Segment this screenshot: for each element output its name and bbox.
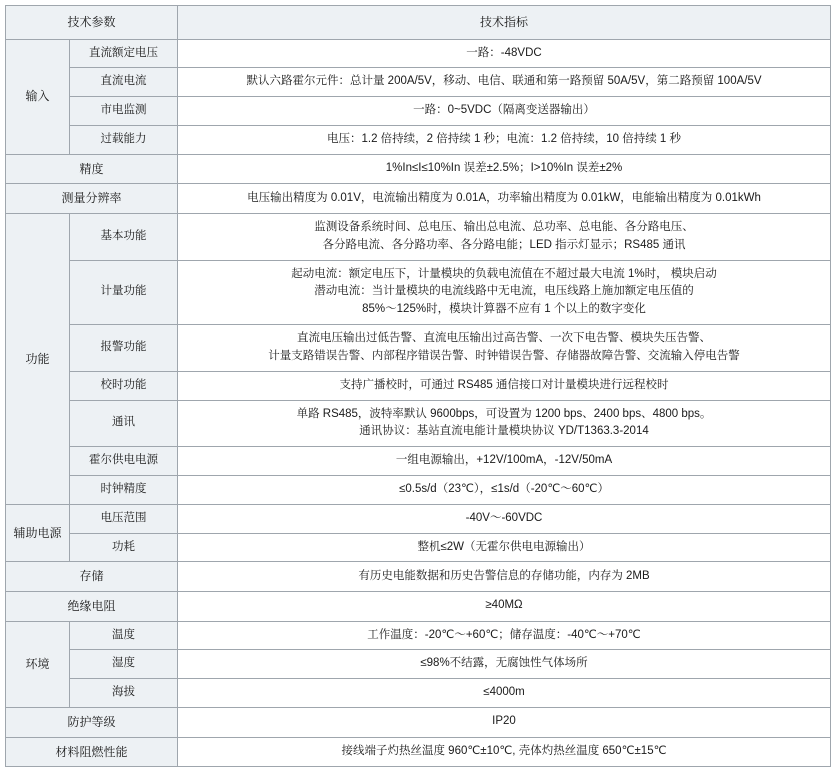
category-cell: 输入 [6,39,70,154]
value-cell [178,650,831,679]
value-line: 单路 RS485，波特率默认 9600bps，可设置为 1200 bps、2400 bps、4800 bps。 [296,407,712,420]
value-cell [178,260,831,324]
value-line: ≥40MΩ [485,599,523,612]
header-cell-parameter: 技术参数 [6,6,178,40]
table-row [6,184,831,214]
value-line: 一路：0~5VDC（隔离变送器输出） [413,104,595,117]
category-cell: 存储 [6,562,178,592]
table-row [6,708,831,738]
value-line: 1%In≤I≤10%In 误差±2.5%；I>10%In 误差±2% [385,162,623,175]
sub-parameter-cell: 报警功能 [70,325,178,372]
table-row [6,126,831,155]
table-row [6,679,831,708]
table-row [6,39,831,68]
value-cell [178,562,831,592]
value-line: 一路：-48VDC [466,46,542,59]
sub-parameter-cell: 海拔 [70,679,178,708]
value-cell [178,737,831,767]
value-cell [178,621,831,650]
sub-parameter-cell: 市电监测 [70,97,178,126]
table-row [6,325,831,372]
table-row [6,737,831,767]
value-line: 各分路电流、各分路功率、各分路电能；LED 指示灯显示；RS485 通讯 [322,238,686,251]
sub-parameter-cell: 湿度 [70,650,178,679]
table-row [6,97,831,126]
table-row [6,562,831,592]
header-cell-index: 技术指标 [178,6,831,40]
value-cell [178,504,831,533]
sub-parameter-cell: 校时功能 [70,371,178,400]
table-row [6,504,831,533]
value-line: 有历史电能数据和历史告警信息的存储功能，内存为 2MB [358,569,650,582]
value-cell [178,708,831,738]
category-cell: 精度 [6,154,178,184]
table-row [6,533,831,562]
table-row [6,400,831,447]
sub-parameter-cell: 霍尔供电电源 [70,447,178,476]
sub-parameter-cell: 时钟精度 [70,475,178,504]
category-cell: 环境 [6,621,70,707]
table-row [6,68,831,97]
value-line: 计量支路错误告警、内部程序错误告警、时钟错误告警、存储器故障告警、交流输入停电告警 [268,349,740,362]
value-cell [178,400,831,447]
value-cell [178,184,831,214]
value-line: ≤4000m [483,686,525,699]
technical-specification-table [5,5,831,767]
category-cell: 功能 [6,214,70,505]
table-row [6,214,831,261]
value-line: 整机≤2W（无霍尔供电电源输出） [417,540,591,553]
value-line: 85%～125%时，模块计算器不应有 1 个以上的数字变化 [362,303,646,316]
value-line: 接线端子灼热丝温度 960℃±10℃, 壳体灼热丝温度 650℃±15℃ [341,745,667,758]
sub-parameter-cell: 温度 [70,621,178,650]
sub-parameter-cell: 基本功能 [70,214,178,261]
value-line: 监测设备系统时间、总电压、输出总电流、总功率、总电能、各分路电压、 [314,221,694,234]
value-line: 电压输出精度为 0.01V，电流输出精度为 0.01A，功率输出精度为 0.01kW，电能输出精度为 0.01kWh [247,191,761,204]
value-cell [178,533,831,562]
value-line: 直流电压输出过低告警、直流电压输出过高告警、一次下电告警、模块失压告警、 [297,332,711,345]
value-cell [178,97,831,126]
sub-parameter-cell: 功耗 [70,533,178,562]
value-line: 潜动电流：当计量模块的电流线路中无电流，电压线路上施加额定电压值的 [314,285,694,298]
category-cell: 绝缘电阻 [6,592,178,622]
table-row [6,621,831,650]
value-cell [178,68,831,97]
value-cell [178,39,831,68]
table-row [6,260,831,324]
table-row [6,650,831,679]
value-line: IP20 [492,715,516,728]
value-line: -40V～-60VDC [465,511,543,524]
sub-parameter-cell: 计量功能 [70,260,178,324]
value-cell [178,325,831,372]
value-line: 通讯协议：基站直流电能计量模块协议 YD/T1363.3-2014 [359,425,649,438]
table-body [6,6,831,767]
sub-parameter-cell: 直流电流 [70,68,178,97]
value-cell [178,592,831,622]
table-row [6,154,831,184]
category-cell: 材料阻燃性能 [6,737,178,767]
value-cell [178,371,831,400]
table-row [6,475,831,504]
sub-parameter-cell: 过载能力 [70,126,178,155]
table-row [6,447,831,476]
table-row [6,592,831,622]
value-line: 默认六路霍尔元件：总计量 200A/5V，移动、电信、联通和第一路预留 50A/5V，第二路预留 100A/5V [246,75,762,88]
value-cell [178,126,831,155]
category-cell: 辅助电源 [6,504,70,562]
table-header-row [6,6,831,40]
table-row [6,371,831,400]
value-line: 工作温度：-20℃～+60℃；储存温度：-40℃～+70℃ [367,628,641,641]
value-line: ≤98%不结露，无腐蚀性气体场所 [420,657,588,670]
sub-parameter-cell: 电压范围 [70,504,178,533]
value-cell [178,679,831,708]
category-cell: 测量分辨率 [6,184,178,214]
value-cell [178,447,831,476]
value-cell [178,475,831,504]
value-line: 起动电流：额定电压下，计量模块的负载电流值在不超过最大电流 1%时， 模块启动 [291,267,717,280]
sub-parameter-cell: 通讯 [70,400,178,447]
value-cell [178,214,831,261]
value-line: ≤0.5s/d（23℃），≤1s/d（-20℃～60℃） [399,482,609,495]
value-cell [178,154,831,184]
category-cell: 防护等级 [6,708,178,738]
value-line: 电压：1.2 倍持续，2 倍持续 1 秒；电流：1.2 倍持续，10 倍持续 1 秒 [327,133,682,146]
value-line: 支持广播校时，可通过 RS485 通信接口对计量模块进行远程校时 [339,378,669,391]
value-line: 一组电源输出，+12V/100mA，-12V/50mA [395,454,613,467]
sub-parameter-cell: 直流额定电压 [70,39,178,68]
